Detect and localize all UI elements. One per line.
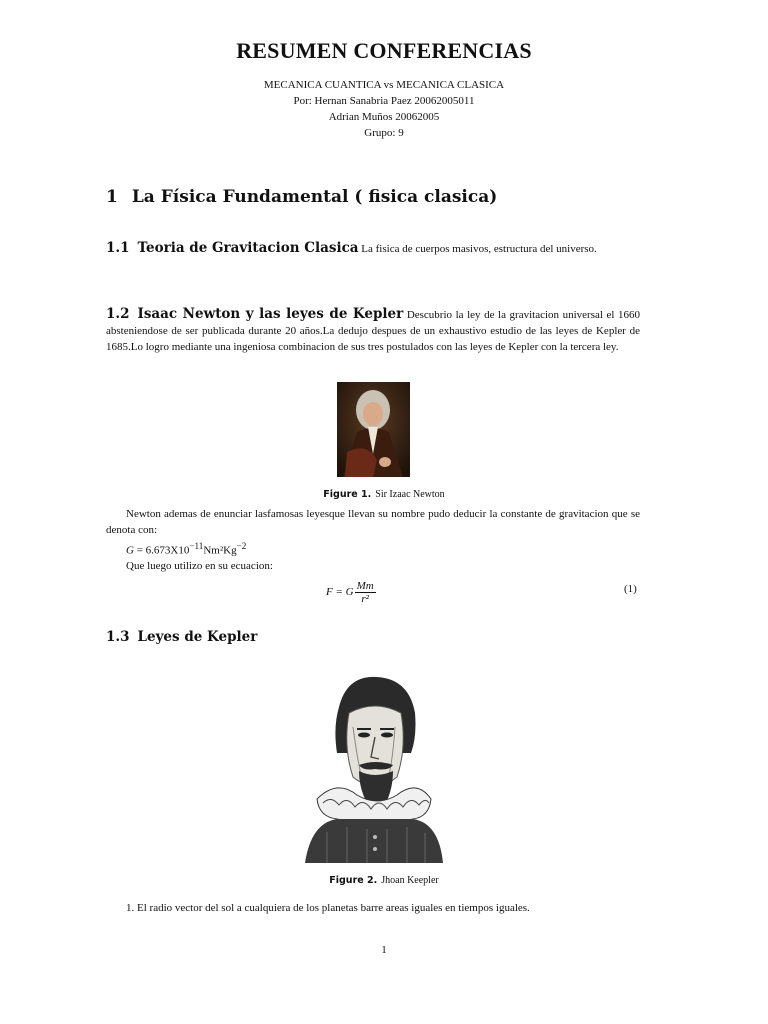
constant-value: 6.673X10 xyxy=(145,544,190,557)
newton-portrait-image xyxy=(337,382,410,477)
subsection-number: 1.2 xyxy=(106,306,130,322)
list-marker: 1. xyxy=(126,902,135,914)
equation-numerator: Mm xyxy=(356,580,374,592)
section-title: La Física Fundamental ( fisica clasica) xyxy=(131,187,498,207)
subsection-title: Teoria de Gravitacion Clasica xyxy=(137,240,359,256)
figure-label: Figure 2. xyxy=(329,875,378,886)
subsection-1-3 xyxy=(106,629,640,646)
subsection-1-1 xyxy=(106,240,640,257)
subsection-title: Isaac Newton y las leyes de Kepler xyxy=(137,306,404,322)
section-number: 1 xyxy=(106,187,118,207)
equation-number: (1) xyxy=(624,583,637,595)
subsection-text: Descubrio la ley de la gravitacion universal el 1660 absteniendose de ser publicada durante 20 años.La dedujo despues de un exhaustivo estudio de las leyes de Kepler de 1685.Lo logro mediante una ingeniosa combinacion de sus tres postulados con las leyes de Kepler con la tercera ley. xyxy=(106,309,640,353)
subsection-number: 1.3 xyxy=(106,629,130,645)
subsection-heading xyxy=(106,629,257,645)
list-item xyxy=(126,900,640,916)
subsection-heading xyxy=(106,306,403,322)
subsection-title: Leyes de Kepler xyxy=(137,629,258,645)
figure-2-caption xyxy=(0,875,768,886)
constant-units: Nm²Kg xyxy=(203,544,237,557)
document-subtitle: MECANICA CUANTICA vs MECANICA CLASICA xyxy=(263,79,505,91)
page-number: 1 xyxy=(381,944,387,956)
author-line-2: Adrian Muños 20062005 xyxy=(328,111,440,123)
figure-1-caption xyxy=(0,489,768,500)
document-title: RESUMEN CONFERENCIAS xyxy=(236,38,532,63)
author-line-1: Por: Hernan Sanabria Paez 20062005011 xyxy=(293,95,475,107)
constant-exponent: −11 xyxy=(189,541,204,551)
subsection-1-2 xyxy=(106,306,640,355)
list-item-text: El radio vector del sol a cualquiera de los planetas barre areas iguales en tiempos iguales. xyxy=(137,902,530,914)
subsection-heading xyxy=(106,240,359,256)
equation-1 xyxy=(0,578,768,608)
constant-units-exponent: −2 xyxy=(236,541,247,551)
figure-caption-text: Jhoan Keepler xyxy=(381,875,439,886)
equation-fraction xyxy=(355,580,376,605)
equation-intro: Que luego utilizo en su ecuacion: xyxy=(126,560,273,572)
section-1-heading xyxy=(106,187,497,207)
kepler-portrait-image xyxy=(297,667,449,863)
figure-label: Figure 1. xyxy=(323,489,372,500)
equation-denominator: r² xyxy=(361,593,369,605)
figure-caption-text: Sir Izaac Newton xyxy=(375,489,445,500)
group-line: Grupo: 9 xyxy=(364,127,404,139)
subsection-text: La fisica de cuerpos masivos, estructura del universo. xyxy=(361,243,597,255)
constant-symbol: G xyxy=(126,544,134,557)
gravity-constant: $G = 6.673X10^{-11}Nm^2Kg^{-2}$ xyxy=(126,541,247,557)
equation-lhs: F = G xyxy=(326,586,354,599)
newton-paragraph: Newton ademas de enunciar lasfamosas leyesque llevan su nombre pudo deducir la constante de gravitacion que se denota con: xyxy=(106,508,640,536)
subsection-number: 1.1 xyxy=(106,240,130,256)
